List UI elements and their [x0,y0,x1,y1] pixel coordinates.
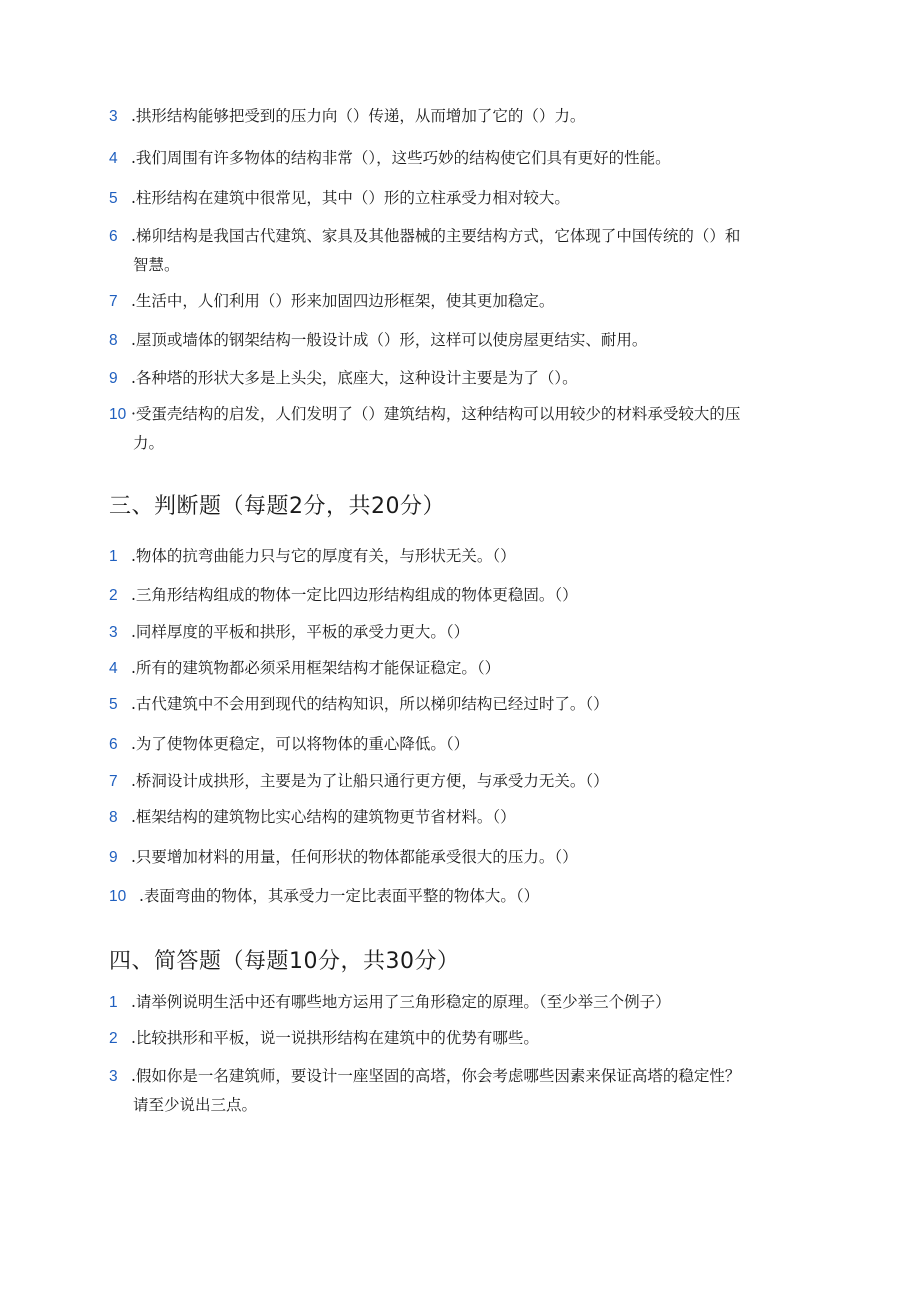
short-item-2 [109,1024,809,1053]
item-number: 3 [109,108,118,125]
item-number: 5 [109,190,118,207]
fill-item-10 [109,400,809,457]
fill-item-6 [109,222,809,279]
item-number: 3 [109,1068,118,1085]
fill-item-5 [109,184,809,213]
item-number: 2 [109,587,118,604]
judge-item-6 [109,730,809,759]
short-item-1 [109,988,809,1017]
item-number: 10 [109,888,127,905]
fill-item-8 [109,326,809,355]
item-text: .三角形结构组成的物体一定比四边形结构组成的物体更稳固。（） [131,586,578,604]
item-number: 3 [109,624,118,641]
item-number: 4 [109,660,118,677]
item-number: 6 [109,736,118,753]
item-number: 10 [109,406,127,423]
item-text: .只要增加材料的用量，任何形状的物体都能承受很大的压力。（） [131,848,578,866]
item-text-continued: 智慧。 [133,256,180,274]
item-text: .假如你是一名建筑师，要设计一座坚固的高塔，你会考虑哪些因素来保证高塔的稳定性？ [131,1067,741,1085]
item-text: .请举例说明生活中还有哪些地方运用了三角形稳定的原理。（至少举三个例子） [131,993,671,1011]
item-text: ·受蛋壳结构的启发，人们发明了（）建筑结构，这种结构可以用较少的材料承受较大的压 [131,405,741,423]
item-text: .梯卯结构是我国古代建筑、家具及其他器械的主要结构方式，它体现了中国传统的（）和 [131,227,741,245]
fill-item-4 [109,144,809,173]
item-text: .桥洞设计成拱形，主要是为了让船只通行更方便，与承受力无关。（） [131,772,609,790]
section-heading-short: 四、简答题（每题10分，共30分） [109,949,460,974]
item-text: .同样厚度的平板和拱形，平板的承受力更大。（） [131,623,470,641]
judge-item-5 [109,690,809,719]
item-text-continued: 请至少说出三点。 [133,1096,258,1114]
item-number: 8 [109,809,118,826]
item-number: 6 [109,228,118,245]
item-text: .各种塔的形状大多是上头尖，底座大，这种设计主要是为了（）。 [131,369,578,387]
item-number: 1 [109,994,118,1011]
item-number: 7 [109,293,118,310]
judge-item-4 [109,654,809,683]
item-number: 9 [109,849,118,866]
item-number: 1 [109,548,118,565]
item-text-continued: 力。 [133,434,165,452]
item-number: 8 [109,332,118,349]
item-number: 7 [109,773,118,790]
judge-item-2 [109,581,809,610]
fill-item-7 [109,287,809,316]
item-text: .生活中，人们利用（）形来加固四边形框架，使其更加稳定。 [131,292,555,310]
item-text: .比较拱形和平板，说一说拱形结构在建筑中的优势有哪些。 [131,1029,539,1047]
item-text: .表面弯曲的物体，其承受力一定比表面平整的物体大。（） [139,887,540,905]
item-text: .屋顶或墙体的钢架结构一般设计成（）形，这样可以使房屋更结实、耐用。 [131,331,648,349]
item-text: .拱形结构能够把受到的压力向（）传递，从而增加了它的（）力。 [131,107,586,125]
section-heading-judge: 三、判断题（每题2分，共20分） [109,494,445,519]
fill-item-9 [109,364,809,393]
judge-item-1 [109,542,809,571]
short-item-3 [109,1062,809,1119]
item-text: .为了使物体更稳定，可以将物体的重心降低。（） [131,735,470,753]
judge-item-8 [109,803,809,832]
judge-item-9 [109,843,809,872]
item-text: .框架结构的建筑物比实心结构的建筑物更节省材料。（） [131,808,516,826]
judge-item-10 [109,882,809,911]
item-number: 2 [109,1030,118,1047]
item-number: 5 [109,696,118,713]
item-text: .古代建筑中不会用到现代的结构知识，所以梯卯结构已经过时了。（） [131,695,609,713]
item-text: .物体的抗弯曲能力只与它的厚度有关，与形状无关。（） [131,547,516,565]
item-text: .我们周围有许多物体的结构非常（），这些巧妙的结构使它们具有更好的性能。 [131,149,671,167]
item-number: 4 [109,150,118,167]
item-number: 9 [109,370,118,387]
judge-item-7 [109,767,809,796]
item-text: .所有的建筑物都必须采用框架结构才能保证稳定。（） [131,659,501,677]
judge-item-3 [109,618,809,647]
item-text: .柱形结构在建筑中很常见，其中（）形的立柱承受力相对较大。 [131,189,570,207]
fill-item-3 [109,102,809,131]
